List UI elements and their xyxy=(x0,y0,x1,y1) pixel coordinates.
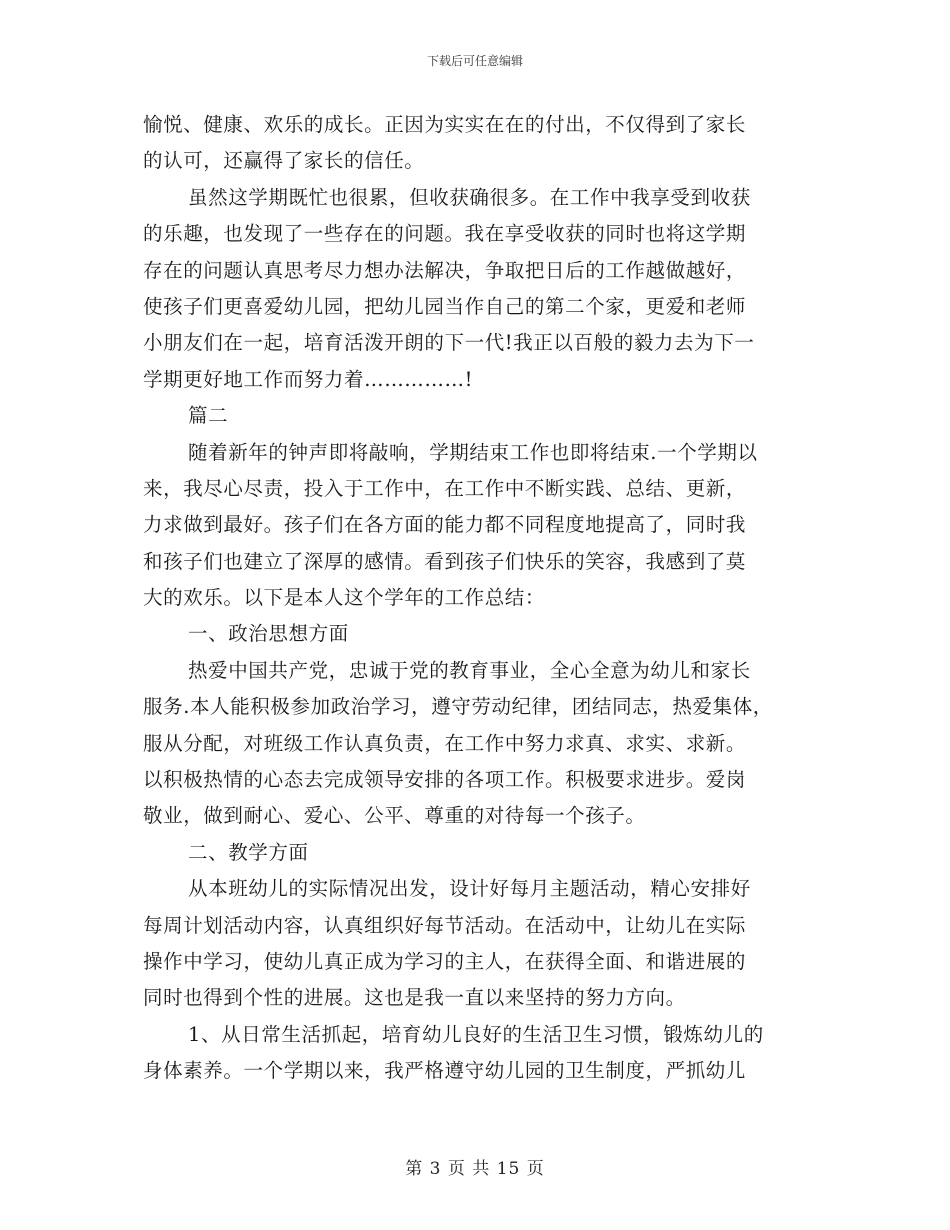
text-line: 1、从日常生活抓起，培育幼儿良好的生活卫生习惯，锻炼幼儿的 xyxy=(188,1022,764,1046)
text-line: 热爱中国共产党，忠诚于党的教育事业，全心全意为幼儿和家长 xyxy=(188,658,751,682)
text-line: 大的欢乐。以下是本人这个学年的工作总结： xyxy=(143,586,546,610)
text-line: 服从分配，对班级工作认真负责，在工作中努力求真、求实、求新。 xyxy=(143,731,747,755)
text-line: 每周计划活动内容，认真组织好每节活动。在活动中，让幼儿在实际 xyxy=(143,913,747,937)
text-line: 服务.本人能积极参加政治学习，遵守劳动纪律，团结同志，热爱集体， xyxy=(143,695,773,719)
text-line: 身体素养。一个学期以来，我严格遵守幼儿园的卫生制度，严抓幼儿 xyxy=(143,1059,747,1083)
text-line: 学期更好地工作而努力着……………! xyxy=(143,367,474,391)
text-line: 以积极热情的心态去完成领导安排的各项工作。积极要求进步。爱岗 xyxy=(143,768,747,792)
text-line: 力求做到最好。孩子们在各方面的能力都不同程度地提高了，同时我 xyxy=(143,513,747,537)
text-line: 操作中学习，使幼儿真正成为学习的主人，在获得全面、和谐进展的 xyxy=(143,949,747,973)
text-line: 的认可，还赢得了家长的信任。 xyxy=(143,149,425,173)
text-line: 同时也得到个性的进展。这也是我一直以来坚持的努力方向。 xyxy=(143,986,686,1010)
text-line: 愉悦、健康、欢乐的成长。正因为实实在在的付出，不仅得到了家长 xyxy=(143,113,747,136)
text-line: 敬业，做到耐心、爱心、公平、尊重的对待每一个孩子。 xyxy=(143,804,646,828)
page-header: 下载后可任意编辑 xyxy=(426,54,523,68)
text-line: 来，我尽心尽责，投入于工作中，在工作中不断实践、总结、更新， xyxy=(143,476,747,500)
text-line: 小朋友们在一起，培育活泼开朗的下一代!我正以百般的毅力去为下一 xyxy=(143,331,755,355)
text-line: 虽然这学期既忙也很累，但收获确很多。在工作中我享受到收获 xyxy=(188,185,751,209)
text-line: 二、教学方面 xyxy=(188,840,309,864)
text-line: 随着新年的钟声即将敲响，学期结束工作也即将结束.一个学期以 xyxy=(188,440,758,464)
text-line: 和孩子们也建立了深厚的感情。看到孩子们快乐的笑容，我感到了莫 xyxy=(143,549,747,573)
text-line: 的乐趣，也发现了一些存在的问题。我在享受收获的同时也将这学期 xyxy=(143,222,747,246)
text-line: 存在的问题认真思考尽力想办法解决，争取把日后的工作越做越好， xyxy=(143,258,747,282)
page-footer: 第 3 页 共 15 页 xyxy=(405,1159,545,1179)
text-line: 一、政治思想方面 xyxy=(188,622,349,646)
document-body xyxy=(143,107,823,1090)
text-line: 使孩子们更喜爱幼儿园，把幼儿园当作自己的第二个家，更爱和老师 xyxy=(143,294,747,318)
text-line: 篇二 xyxy=(188,404,229,428)
text-line: 从本班幼儿的实际情况出发，设计好每月主题活动，精心安排好 xyxy=(188,877,751,901)
